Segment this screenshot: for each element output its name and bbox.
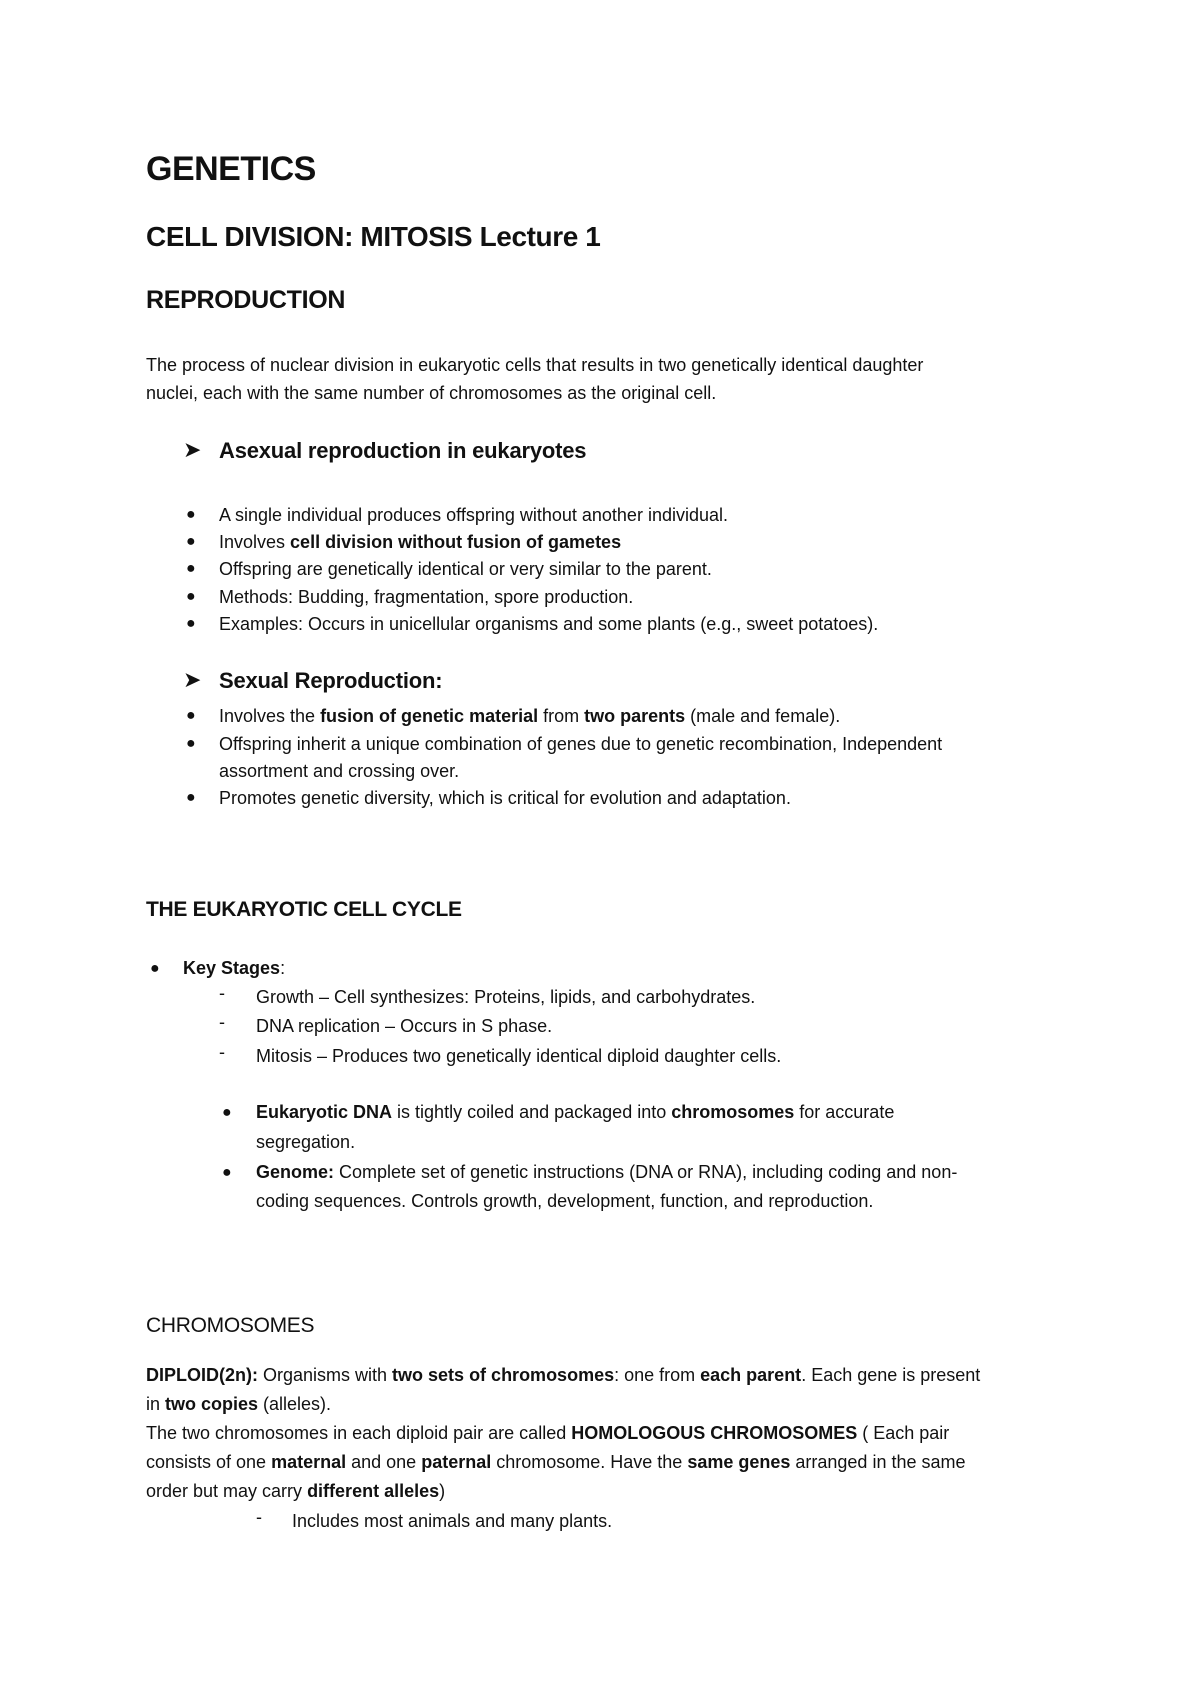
bullet-icon: ● [186, 560, 196, 577]
bullet-icon: ● [222, 1164, 232, 1181]
bullet-icon: ● [186, 789, 196, 806]
dash-marker: - [219, 1012, 225, 1032]
dash-marker: - [256, 1507, 262, 1527]
asexual-bullet-5: Examples: Occurs in unicellular organisms and some plants (e.g., sweet potatoes). [219, 614, 879, 634]
stage-mitosis: Mitosis – Produces two genetically identical diploid daughter cells. [256, 1046, 782, 1066]
stage-growth: Growth – Cell synthesizes: Proteins, lipids, and carbohydrates. [256, 987, 756, 1007]
bullet-icon: ● [186, 615, 196, 632]
dash-marker: - [219, 983, 225, 1003]
reproduction-definition-line-1: The process of nuclear division in eukaryotic cells that results in two genetically identical daughter [146, 355, 924, 375]
diploid-examples: Includes most animals and many plants. [292, 1511, 613, 1531]
lecture-title: CELL DIVISION: MITOSIS Lecture 1 [146, 221, 601, 252]
sexual-bullet-2-line-1: Offspring inherit a unique combination of genes due to genetic recombination, Independent [219, 734, 943, 754]
bullet-icon: ● [186, 506, 196, 523]
bullet-icon: ● [186, 533, 196, 550]
asexual-bullet-2: Involves cell division without fusion of gametes [219, 532, 622, 552]
diploid-line-2: in two copies (alleles). [146, 1394, 332, 1414]
arrow-bullet-icon: ➤ [183, 667, 202, 692]
asexual-bullet-3: Offspring are genetically identical or very similar to the parent. [219, 559, 712, 579]
stage-dna-replication: DNA replication – Occurs in S phase. [256, 1016, 553, 1036]
dash-marker: - [219, 1042, 225, 1062]
chromosomes-heading: CHROMOSOMES [146, 1314, 315, 1337]
cell-cycle-heading: THE EUKARYOTIC CELL CYCLE [146, 898, 462, 921]
asexual-heading: Asexual reproduction in eukaryotes [219, 438, 587, 463]
sexual-bullet-2-line-2: assortment and crossing over. [219, 761, 460, 781]
sexual-bullet-1: Involves the fusion of genetic material from two parents (male and female). [219, 706, 841, 726]
key-stages-label: Key Stages: [183, 958, 286, 978]
sexual-bullet-3: Promotes genetic diversity, which is critical for evolution and adaptation. [219, 788, 791, 808]
asexual-bullet-4: Methods: Budding, fragmentation, spore production. [219, 587, 634, 607]
eukaryotic-dna-line-1: Eukaryotic DNA is tightly coiled and packaged into chromosomes for accurate [256, 1102, 895, 1122]
asexual-bullet-1: A single individual produces offspring without another individual. [219, 505, 728, 525]
document-title: GENETICS [146, 150, 316, 188]
arrow-bullet-icon: ➤ [183, 437, 202, 462]
genome-line-1: Genome: Complete set of genetic instructions (DNA or RNA), including coding and non- [256, 1162, 958, 1182]
reproduction-heading: REPRODUCTION [146, 286, 346, 314]
genome-line-2: coding sequences. Controls growth, development, function, and reproduction. [256, 1191, 874, 1211]
reproduction-definition-line-2: nuclei, each with the same number of chromosomes as the original cell. [146, 383, 717, 403]
sexual-heading: Sexual Reproduction: [219, 668, 443, 693]
homologous-line-1: The two chromosomes in each diploid pair are called HOMOLOGOUS CHROMOSOMES ( Each pair [146, 1423, 950, 1443]
bullet-icon: ● [186, 588, 196, 605]
bullet-icon: ● [150, 960, 160, 977]
diploid-line-1: DIPLOID(2n): Organisms with two sets of chromosomes: one from each parent. Each gene is present [146, 1365, 981, 1385]
homologous-line-2: consists of one maternal and one paternal chromosome. Have the same genes arranged in the same [146, 1452, 966, 1472]
bullet-icon: ● [222, 1104, 232, 1121]
eukaryotic-dna-line-2: segregation. [256, 1132, 356, 1152]
homologous-line-3: order but may carry different alleles) [146, 1481, 446, 1501]
bullet-icon: ● [186, 735, 196, 752]
bullet-icon: ● [186, 707, 196, 724]
